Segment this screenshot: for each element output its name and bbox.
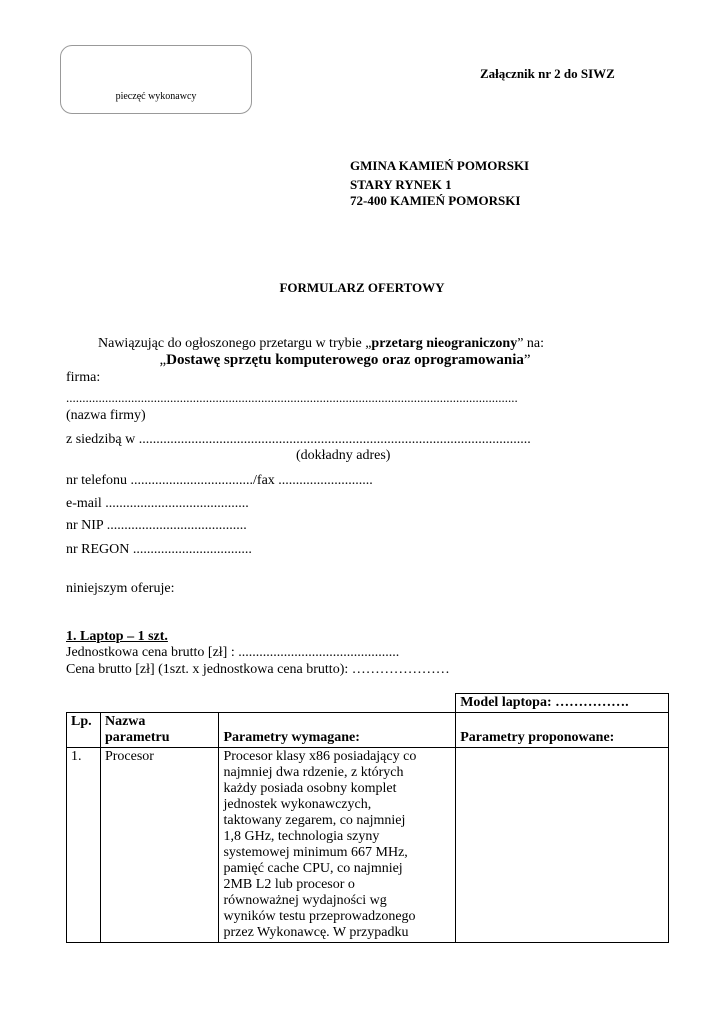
required-line: 1,8 GHz, technologia szyny	[223, 829, 380, 844]
intro-prefix: Nawiązując do ogłoszonego przetargu w trybie „	[98, 336, 372, 351]
header-param-name-line1: Nazwa	[104, 714, 146, 729]
table-empty-cell	[67, 694, 456, 713]
contractor-stamp-box	[60, 45, 252, 114]
recipient-line-1: GMINA KAMIEŃ POMORSKI	[350, 158, 530, 173]
subject-text: Dostawę sprzętu komputerowego oraz oprogramowania	[166, 352, 524, 368]
row-lp: 1.	[67, 748, 101, 943]
offer-statement: niniejszym oferuje:	[66, 581, 175, 596]
unit-price-line: Jednostkowa cena brutto [zł] : ..............................................	[66, 645, 400, 660]
row-proposed-input[interactable]	[456, 748, 669, 943]
required-line: Procesor klasy x86 posiadający co	[223, 749, 417, 764]
recipient-line-3: 72-400 KAMIEŃ POMORSKI	[350, 193, 521, 208]
phone-fax-line: nr telefonu .................................../fax ...........................	[66, 473, 373, 488]
required-line: pamięć cache CPU, co najmniej	[223, 861, 403, 876]
header-lp: Lp.	[67, 713, 101, 748]
document-title: FORMULARZ OFERTOWY	[279, 280, 445, 295]
address-caption: (dokładny adres)	[296, 448, 391, 463]
required-line: równoważnej wydajności wg	[223, 893, 387, 908]
row-param-name: Procesor	[100, 748, 219, 943]
subject-close-quote: ”	[523, 352, 531, 368]
row-required	[219, 748, 456, 943]
laptop-model-cell: Model laptopa: …………….	[456, 694, 669, 713]
intro-sentence	[98, 336, 544, 352]
annex-label: Załącznik nr 2 do SIWZ	[480, 66, 615, 81]
required-line: taktowany zegarem, co najmniej	[223, 813, 406, 828]
firm-name-caption: (nazwa firmy)	[66, 408, 146, 423]
firm-label: firma:	[66, 370, 101, 385]
regon-line: nr REGON ..................................	[66, 542, 252, 557]
header-proposed: Parametry proponowane:	[456, 713, 669, 748]
tender-subject	[0, 352, 690, 369]
header-param-name	[100, 713, 219, 748]
nip-line: nr NIP ........................................	[66, 518, 247, 533]
header-param-name-line2: parametru	[104, 730, 170, 745]
table-row	[67, 748, 669, 943]
firm-name-dots: ...........................................................................................................................................	[66, 390, 518, 405]
subject-open-quote: „	[159, 352, 167, 368]
header-required: Parametry wymagane:	[219, 713, 456, 748]
tender-mode: przetarg nieograniczony	[371, 336, 518, 351]
parameters-table	[66, 693, 669, 943]
item-heading: 1. Laptop – 1 szt.	[66, 629, 168, 644]
stamp-label: pieczęć wykonawcy	[115, 91, 197, 102]
required-line: 2MB L2 lub procesor o	[223, 877, 355, 892]
total-price-line: Cena brutto [zł] (1szt. x jednostkowa cena brutto): …………………	[66, 662, 450, 677]
email-line: e-mail .........................................	[66, 496, 249, 511]
required-line: przez Wykonawcę. W przypadku	[223, 925, 409, 940]
required-line: systemowej minimum 667 MHz,	[223, 845, 408, 860]
required-line: najmniej dwa rdzenie, z których	[223, 765, 404, 780]
table-header-row	[67, 713, 669, 748]
table-model-row	[67, 694, 669, 713]
recipient-line-2: STARY RYNEK 1	[350, 177, 452, 192]
intro-suffix: ” na:	[517, 336, 545, 351]
required-line: wyników testu przeprowadzonego	[223, 909, 416, 924]
required-line: każdy posiada osobny komplet	[223, 781, 397, 796]
required-line: jednostek wykonawczych,	[223, 797, 372, 812]
seat-line: z siedzibą w ................................................................................................................	[66, 432, 531, 447]
